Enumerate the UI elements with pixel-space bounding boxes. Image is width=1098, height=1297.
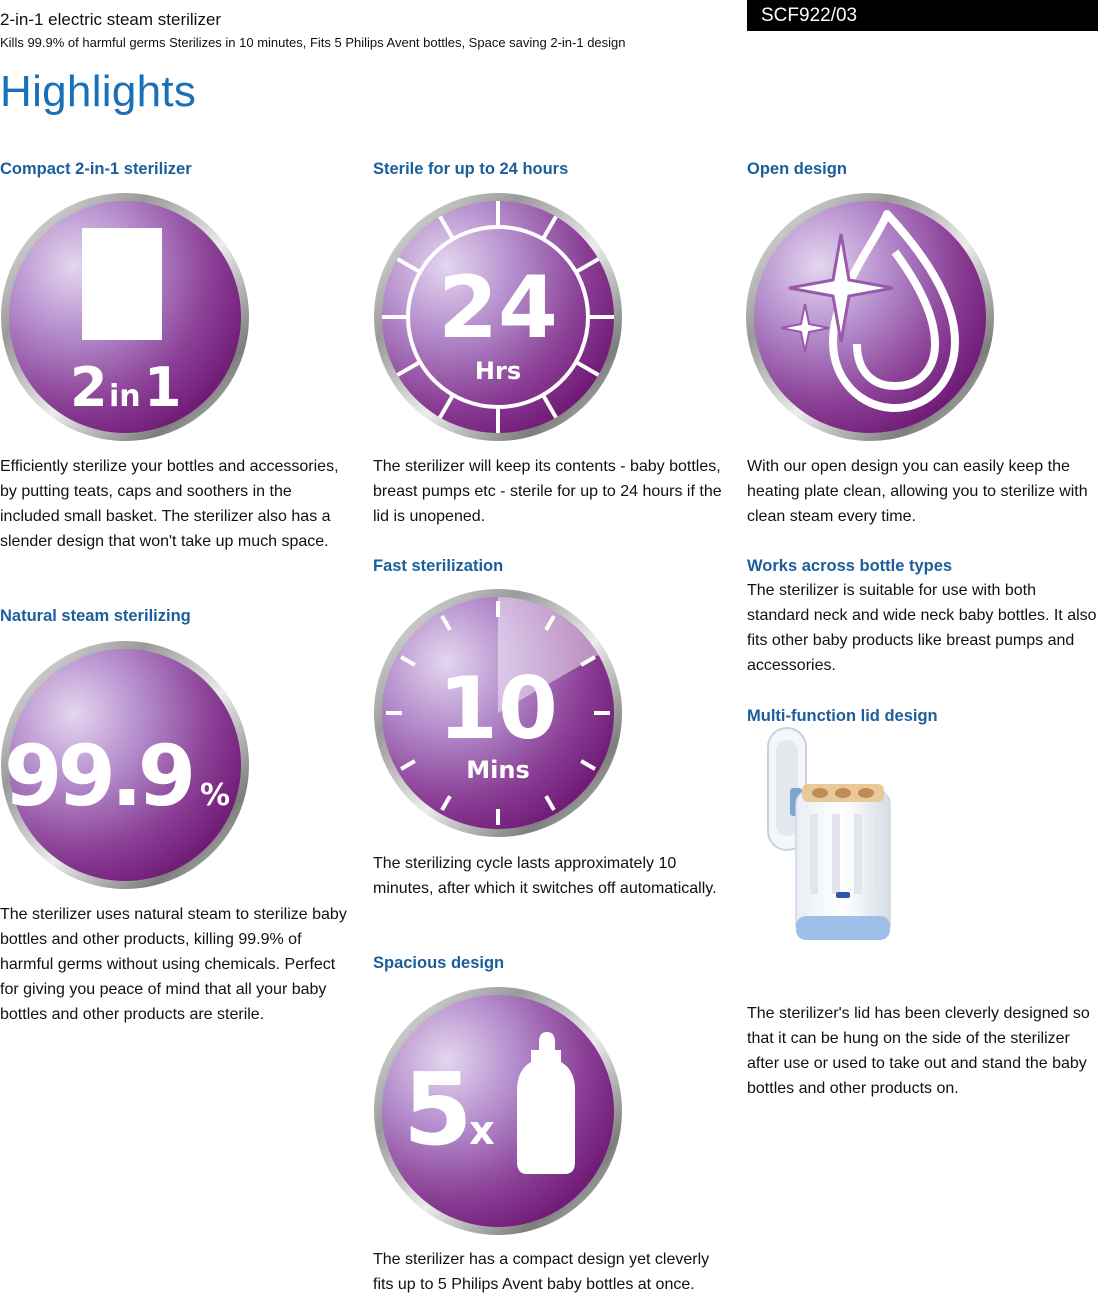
icon-24-text: 24 [438,258,558,358]
icon-5-text: 5 [403,1051,473,1168]
water-drop-sparkle-icon [745,192,995,442]
page-heading: Highlights [0,67,197,116]
five-bottles-icon [373,986,623,1236]
feature-title-works: Works across bottle types [747,557,953,575]
feature-title-compact: Compact 2-in-1 sterilizer [0,160,192,178]
feature-text-natural: The sterilizer uses natural steam to sterilize baby bottles and other products, killing 99.9% of harmful germs without using chemicals. Perfect for giving you peace of mind that all your baby bottles and other products are sterile. [0,906,347,1023]
feature-title-open: Open design [747,160,847,178]
clock-24-icon [373,192,623,442]
feature-text-sterile24: The sterilizer will keep its contents - baby bottles, breast pumps etc - sterile for up to 24 hours if the lid is unopened. [373,458,722,525]
percent-icon [0,640,250,890]
feature-text-works: The sterilizer is suitable for use with both standard neck and wide neck baby bottles. It also fits other baby products like breast pumps and accessories. [747,582,1097,674]
product-subtitle: Kills 99.9% of harmful germs Sterilizes in 10 minutes, Fits 5 Philips Avent bottles, Space saving 2-in-1 design [0,35,626,50]
feature-text-compact: Efficiently sterilize your bottles and accessories, by putting teats, caps and soothers in the included small basket. The sterilizer also has a slender design that won't take up much space. [0,458,339,550]
feature-text-spacious: The sterilizer has a compact design yet cleverly fits up to 5 Philips Avent baby bottles at once. [373,1251,710,1293]
feature-text-lid: The sterilizer's lid has been cleverly designed so that it can be hung on the side of the sterilizer after use or used to take out and stand the baby bottles and other products on. [747,1005,1090,1097]
icon-1-text: 1 [144,356,182,419]
feature-text-fast: The sterilizing cycle lasts approximately 10 minutes, after which it switches off automatically. [373,855,717,897]
icon-percent-text: % [200,778,231,813]
feature-title-sterile24: Sterile for up to 24 hours [373,160,569,178]
icon-10-text: 10 [438,659,558,759]
feature-title-fast: Fast sterilization [373,557,504,575]
icon-999-text: 99.9 [4,727,192,825]
icon-in-text: in [109,379,141,414]
icon-2-text: 2 [70,356,108,419]
icon-hrs-text: Hrs [474,357,522,385]
sterilizer-product-image [760,724,900,954]
feature-text-open: With our open design you can easily keep the heating plate clean, allowing you to sterilize with clean steam every time. [747,458,1088,525]
feature-title-spacious: Spacious design [373,954,505,972]
model-badge: SCF922/03 [747,0,1098,31]
product-title: 2-in-1 electric steam sterilizer [0,10,222,29]
icon-x-text: x [469,1108,495,1154]
feature-title-lid: Multi-function lid design [747,707,938,725]
icon-mins-text: Mins [466,756,530,784]
two-in-one-icon [0,192,250,442]
timer-10-icon [373,588,623,838]
feature-title-natural: Natural steam sterilizing [0,607,191,625]
